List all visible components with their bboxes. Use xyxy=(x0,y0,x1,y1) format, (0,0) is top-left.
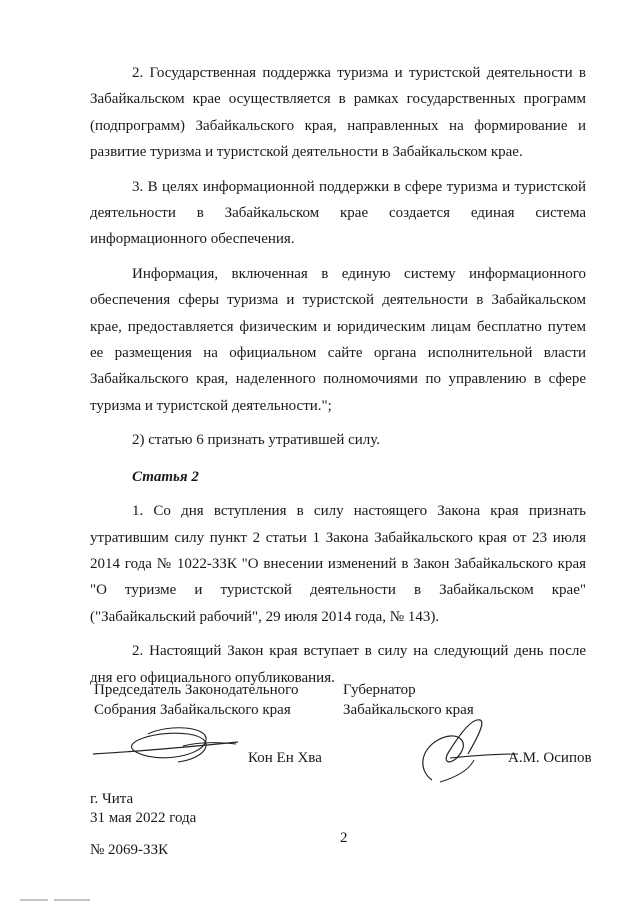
governor-name: А.М. Осипов xyxy=(508,750,592,766)
paragraph-state-support: 2. Государственная поддержка туризма и туристской деятельности в Забайкальском крае осуществляется в рамках государственных программ (подпрограмм) Забайкальского края, направленных на формирование и развитие туризма и туристской деятельности в Забайкальском крае. xyxy=(90,65,586,161)
chairman-name: Кон Ен Хва xyxy=(248,750,322,766)
scan-artifact-mark xyxy=(20,897,90,903)
paragraph-info-access: Информация, включенная в единую систему информационного обеспечения сферы туризма и туристской деятельности в Забайкальском крае, предоставляется физическим и юридическим лицам бесплатно путем ее размещения на официальном сайте органа исполнительной власти Забайкальского края, наделенного полномочиями по управлению в сфере туризма и туристской деятельности."; xyxy=(90,265,586,414)
paragraph-entry-into-force: 2. Настоящий Закон края вступает в силу на следующий день после дня его официального опубликования. xyxy=(90,643,586,686)
chairman-signature xyxy=(88,712,248,772)
paragraph-article-6: 2) статью 6 признать утратившей силу. xyxy=(132,432,381,449)
article-heading: Статья 2 xyxy=(132,468,199,485)
paragraph-info-system: 3. В целях информационной поддержки в сфере туризма и туристской деятельности в Забайкальском крае создается единая система информационного обеспечения. xyxy=(90,178,586,248)
chairman-title: Председатель Законодательного Собрания Забайкальского края xyxy=(94,682,299,718)
governor-title: Губернатор Забайкальского края xyxy=(343,682,474,718)
governor-signature xyxy=(410,710,520,790)
document-number: № 2069-ЗЗК xyxy=(90,842,169,858)
place-and-date: г. Чита 31 мая 2022 года xyxy=(90,791,197,826)
document-body xyxy=(90,60,586,691)
paragraph-repeal: 1. Со дня вступления в силу настоящего Закона края признать утратившим силу пункт 2 статьи 1 Закона Забайкальского края от 23 июля 2014 года № 1022-ЗЗК "О внесении изменений в Закон Забайкальского края "О туризме и туристской деятельности в Забайкальском крае" ("Забайкальский рабочий", 29 июля 2014 года, № 143). xyxy=(90,503,586,625)
page-number: 2 xyxy=(340,830,348,846)
